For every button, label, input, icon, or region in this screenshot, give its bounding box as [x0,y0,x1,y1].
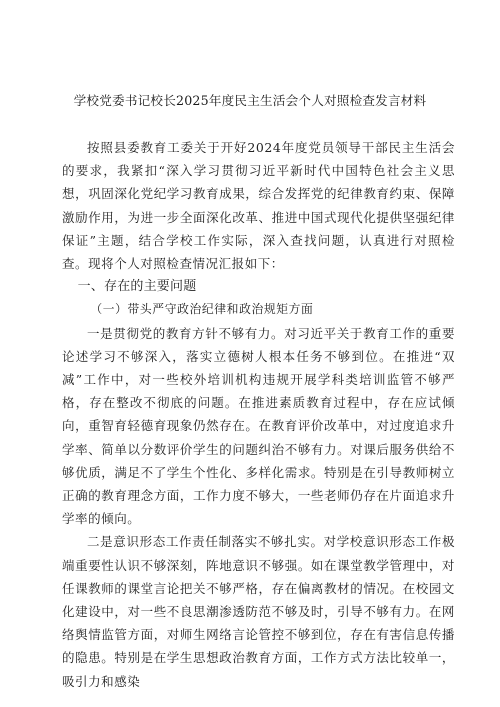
body-paragraph-2: 二是意识形态工作责任制落实不够扎实。对学校意识形态工作极端重要性认识不够深刻，阵地意识不够强。如在课堂教学管理中，对任课教师的课堂言论把关不够严格，存在偏离教材的情况。在校园文化建设中，对一些不良思潮渗透防范不够及时，引导不够有力。在网络舆情监管方面，对师生网络言论管控不够到位，存在有害信息传播的隐患。特别是在学生思想政治教育方面，工作方式方法比较单一，吸引力和感染 [62,534,455,689]
document-title: 学校党委书记校长2025年度民主生活会个人对照检查发言材料 [73,93,427,108]
section-heading: 一、存在的主要问题 [77,279,197,295]
document-body [62,136,455,693]
intro-paragraph: 按照县委教育工委关于开好2024年度党员领导干部民主生活会的要求，我紧扣“深入学习贯彻习近平新时代中国特色社会主义思想，巩固深化党纪学习教育成果，综合发挥党的纪律教育约束、保障激励作用，为进一步全面深化改革、推进中国式现代化提供坚强纪律保证”主题，结合学校工作实际，深入查找问题，认真进行对照检查。现将个人对照检查情况汇报如下： [62,140,455,272]
subsection-heading: （一）带头严守政治纪律和政治规矩方面 [90,302,314,317]
body-paragraph-1: 一是贯彻党的教育方针不够有力。对习近平关于教育工作的重要论述学习不够深入，落实立德树人根本任务不够到位。在推进“双减”工作中，对一些校外培训机构违规开展学科类培训监管不够严格，存在整改不彻底的问题。在推进素质教育过程中，存在应试倾向，重智育轻德育现象仍然存在。在教育评价改革中，对过度追求升学率、简单以分数评价学生的问题纠治不够有力。对课后服务供给不够优质，满足不了学生个性化、多样化需求。特别是在引导教师树立正确的教育理念方面，工作力度不够大，一些老师仍存在片面追求升学率的倾向。 [62,325,455,527]
